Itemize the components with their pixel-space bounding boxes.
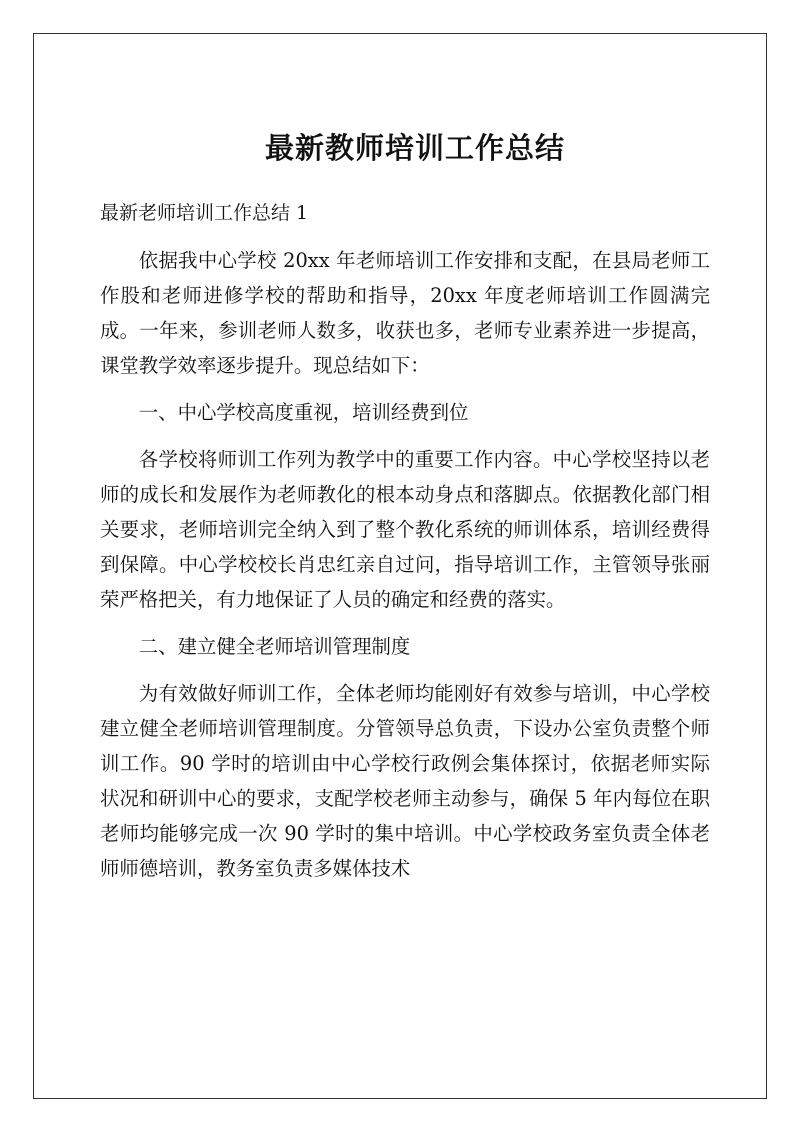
section-1-paragraph: 各学校将师训工作列为教学中的重要工作内容。中心学校坚持以老师的成长和发展作为老师教化的根本动身点和落脚点。依据教化部门相关要求，老师培训完全纳入到了整个教化系统的师训体系，培训经费得到保障。中心学校校长肖忠红亲自过问，指导培训工作，主管领导张丽荣严格把关，有力地保证了人员的确定和经费的落实。 [100,448,710,611]
document-body [100,118,710,898]
section-heading-1: 一、中心学校高度重视，培训经费到位 [138,401,469,424]
section-subtitle: 最新老师培训工作总结 1 [100,202,309,224]
section-2-paragraph: 为有效做好师训工作，全体老师均能刚好有效参与培训，中心学校建立健全老师培训管理制度。分管领导总负责，下设办公室负责整个师训工作。90 学时的培训由中心学校行政例会集体探讨，依据老师实际状况和研训中心的要求，支配学校老师主动参与，确保 5 年内每位在职老师均能够完成一次 90 学时的集中培训。中心学校政务室负责全体老师师德培训，教务室负责多媒体技术 [100,682,710,880]
intro-paragraph: 依据我中心学校 20xx 年老师培训工作安排和支配，在县局老师工作股和老师进修学校的帮助和指导，20xx 年度老师培训工作圆满完成。一年来，参训老师人数多，收获也多，老师专业素养进一步提高，课堂教学效率逐步提升。现总结如下： [100,249,710,377]
document-title: 最新教师培训工作总结 [264,131,565,165]
section-heading-2: 二、建立健全老师培训管理制度 [138,635,411,658]
